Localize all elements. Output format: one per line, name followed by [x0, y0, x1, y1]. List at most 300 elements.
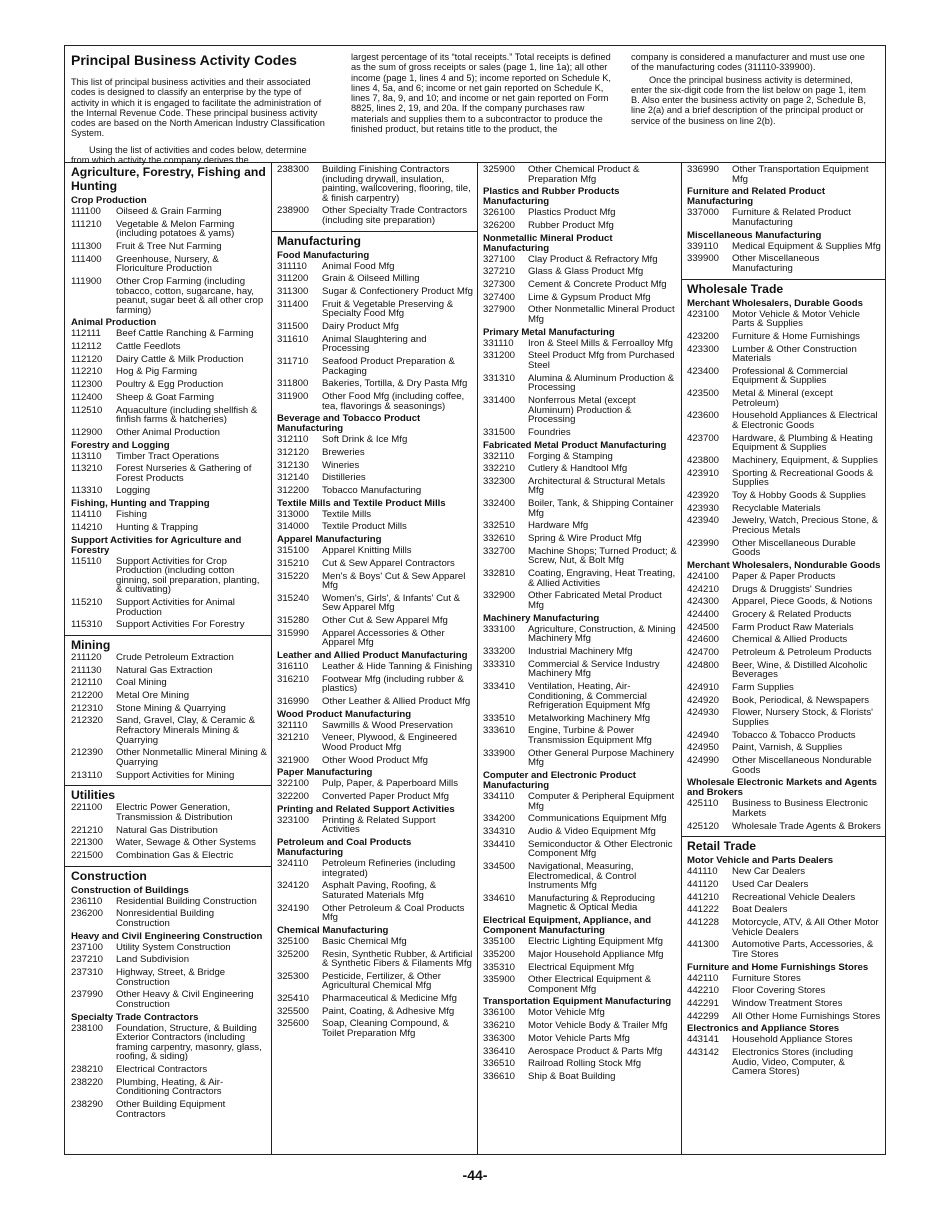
activity-description: Wineries: [322, 459, 360, 471]
activity-code: 442110: [687, 972, 719, 984]
code-row: [483, 840, 677, 859]
activity-code: 333610: [483, 725, 516, 737]
activity-code: 423920: [687, 489, 720, 501]
activity-description: Lime & Gypsum Product Mfg: [528, 291, 651, 303]
section-title: Mining: [71, 637, 111, 652]
activity-code: 236200: [71, 908, 104, 920]
activity-code: 315280: [277, 615, 310, 627]
activity-description: Coal Mining: [116, 677, 167, 689]
activity-description: Sawmills & Wood Preservation: [322, 719, 453, 731]
activity-code: 424300: [687, 596, 720, 608]
code-row: [483, 477, 677, 496]
activity-description: Furniture & Related Product Manufacturing: [732, 207, 851, 228]
activity-code: 211120: [71, 651, 102, 663]
activity-description: Timber Tract Operations: [116, 450, 220, 462]
page-title: Principal Business Activity Codes: [71, 52, 297, 68]
subgroup-heading: Machinery Manufacturing: [483, 612, 600, 624]
code-row: [687, 880, 881, 890]
code-row: [277, 262, 473, 272]
activity-description: Apparel Knitting Mills: [322, 545, 412, 557]
activity-code: 335200: [483, 948, 516, 960]
code-row: [71, 598, 267, 617]
activity-code: 212310: [71, 702, 104, 714]
activity-description: Converted Paper Product Mfg: [322, 791, 449, 803]
activity-description: Electrical Contractors: [116, 1063, 208, 1075]
codes-column-3: [477, 163, 682, 1154]
activity-code: 442291: [687, 997, 720, 1009]
code-row: [687, 743, 881, 753]
activity-description: Coating, Engraving, Heat Treating, & Allied Activities: [528, 568, 676, 589]
code-row: [71, 943, 267, 953]
section-title: Agriculture, Forestry, Fishing and Hunting: [71, 165, 266, 193]
activity-code: 331110: [483, 337, 514, 349]
activity-code: 331200: [483, 350, 516, 362]
activity-code: 332400: [483, 498, 516, 510]
activity-description: Printing & Related Support Activities: [322, 814, 436, 836]
activity-code: 424210: [687, 583, 720, 595]
activity-description: Other Nonmetallic Mineral Mining & Quarrying: [116, 747, 267, 768]
activity-code: 213110: [71, 769, 103, 781]
activity-description: Drugs & Druggists' Sundries: [732, 583, 853, 595]
activity-code: 237990: [71, 989, 104, 1001]
activity-code: 325500: [277, 1005, 310, 1017]
activity-code: 113110: [71, 450, 102, 462]
code-row: [277, 675, 473, 694]
code-row: [71, 1078, 267, 1097]
activity-code: 334410: [483, 838, 516, 850]
code-row: [277, 697, 473, 707]
activity-code: 324110: [277, 858, 309, 869]
activity-code: 212200: [71, 690, 104, 702]
activity-description: Breweries: [322, 447, 365, 458]
activity-description: Motor Vehicle Mfg: [528, 1007, 605, 1019]
code-row: [277, 1007, 473, 1017]
code-row: [687, 367, 881, 386]
activity-description: Cattle Feedlots: [116, 341, 181, 353]
code-row: [71, 380, 267, 390]
activity-description: Dairy Product Mfg: [322, 321, 399, 333]
activity-description: Crude Petroleum Extraction: [116, 651, 234, 663]
activity-code: 112300: [71, 379, 103, 391]
activity-code: 441300: [687, 939, 720, 951]
code-row: [687, 940, 881, 959]
activity-description: Alumina & Aluminum Production & Processing: [528, 372, 675, 394]
code-row: [483, 1008, 677, 1018]
activity-code: 423100: [687, 308, 720, 320]
code-row: [277, 287, 473, 297]
activity-code: 332810: [483, 568, 516, 580]
subgroup-heading: Petroleum and Coal Products Manufacturing: [277, 837, 412, 858]
code-row: [687, 389, 881, 408]
subgroup-heading: Apparel Manufacturing: [277, 534, 382, 546]
activity-code: 441120: [687, 878, 719, 890]
activity-code: 311400: [277, 298, 309, 310]
code-row: [483, 569, 677, 588]
activity-code: 424600: [687, 634, 720, 646]
activity-code: 424920: [687, 694, 720, 706]
activity-code: 312140: [277, 472, 310, 484]
code-row: [483, 591, 677, 610]
activity-code: 441222: [687, 904, 720, 916]
activity-code: 441110: [687, 866, 718, 878]
activity-description: Beer, Wine, & Distilled Alcoholic Beverages: [732, 659, 868, 681]
activity-code: 441210: [687, 891, 720, 903]
activity-description: Hog & Pig Farming: [116, 366, 198, 378]
subgroup-heading: Fabricated Metal Product Manufacturing: [483, 439, 667, 451]
activity-description: Other Cut & Sew Apparel Mfg: [322, 615, 448, 627]
code-row: [277, 335, 473, 354]
activity-description: Computer & Peripheral Equipment Mfg: [528, 791, 675, 812]
code-row: [71, 620, 267, 630]
activity-description: Fishing: [116, 509, 147, 521]
activity-description: Vegetable & Melon Farming (including potatoes & yams): [116, 218, 235, 240]
activity-code: 339900: [687, 253, 720, 265]
activity-code: 325300: [277, 970, 310, 982]
activity-description: Engine, Turbine & Power Transmission Equipment Mfg: [528, 725, 652, 747]
activity-description: Land Subdivision: [116, 954, 190, 966]
section-title: Wholesale Trade: [687, 281, 784, 296]
activity-description: Seafood Product Preparation & Packaging: [322, 356, 455, 377]
activity-code: 316210: [277, 673, 310, 685]
code-row: [277, 379, 473, 389]
intro-paragraph-5: Once the principal business activity is determined, enter the six-digit code from the list below on page 1, item B. Also enter the business activity on page 2, Schedule B, line 2(a) and a brief description of the principal product or service of the business on line 2(b).: [631, 74, 866, 126]
subgroup-heading: Furniture and Related Product Manufacturing: [687, 186, 826, 208]
activity-description: Hunting & Trapping: [116, 521, 199, 533]
activity-code: 423400: [687, 365, 720, 377]
code-row: [277, 756, 473, 766]
code-row: [71, 207, 267, 217]
code-row: [687, 504, 881, 514]
code-row: [687, 1012, 881, 1022]
activity-description: Electric Power Generation, Transmission & Distribution: [116, 802, 233, 823]
code-row: [277, 274, 473, 284]
activity-description: Apparel, Piece Goods, & Notions: [732, 596, 873, 608]
code-row: [687, 469, 881, 488]
code-row: [687, 999, 881, 1009]
activity-description: Motor Vehicle Parts Mfg: [528, 1032, 630, 1044]
code-row: [71, 1024, 267, 1062]
activity-description: Ship & Boat Building: [528, 1070, 616, 1082]
code-row: [71, 329, 267, 339]
section-wholesale-trade: [681, 280, 885, 838]
activity-code: 111400: [71, 253, 102, 265]
subgroup-heading: Heavy and Civil Engineering Construction: [71, 930, 263, 942]
code-row: [277, 392, 473, 411]
activity-description: Other Animal Production: [116, 426, 220, 438]
activity-code: 334500: [483, 860, 516, 872]
subgroup-heading: Food Manufacturing: [277, 249, 370, 261]
code-row: [277, 572, 473, 591]
activity-description: Support Activities for Crop Production (including cotton ginning, soil preparation, planting, & cultivating): [116, 555, 260, 596]
activity-description: Furniture Stores: [732, 972, 801, 984]
code-row: [71, 704, 267, 714]
code-row: [687, 661, 881, 680]
activity-description: Spring & Wire Product Mfg: [528, 533, 642, 545]
code-row: [71, 464, 267, 483]
activity-code: 311800: [277, 378, 309, 390]
activity-code: 311110: [277, 260, 307, 272]
subgroup-heading: Crop Production: [71, 195, 147, 206]
activity-code: 333310: [483, 658, 516, 670]
activity-code: 327300: [483, 279, 516, 291]
code-row: [71, 666, 267, 676]
activity-code: 313000: [277, 508, 310, 520]
activity-code: 334110: [483, 791, 515, 803]
code-row: [687, 731, 881, 741]
subgroup-heading: Electrical Equipment, Appliance, and Component Manufacturing: [483, 915, 652, 937]
activity-code: 339110: [687, 240, 719, 252]
activity-code: 312200: [277, 485, 310, 497]
activity-description: Beef Cattle Ranching & Farming: [116, 328, 254, 340]
activity-code: 337000: [687, 207, 720, 219]
activity-code: 325900: [483, 164, 516, 175]
activity-code: 324190: [277, 902, 310, 914]
activity-description: Iron & Steel Mills & Ferroalloy Mfg: [528, 337, 674, 349]
activity-code: 238220: [71, 1076, 104, 1088]
activity-description: Recreational Vehicle Dealers: [732, 891, 856, 903]
activity-code: 424990: [687, 754, 720, 766]
intro-paragraph-2: Using the list of activities and codes below, determine from which activity the company derives the: [71, 144, 307, 166]
subgroup-heading: Paper Manufacturing: [277, 767, 373, 779]
activity-code: 332210: [483, 463, 516, 475]
code-row: [71, 909, 267, 928]
code-row: [277, 972, 473, 991]
activity-description: Asphalt Paving, Roofing, & Saturated Materials Mfg: [322, 880, 437, 901]
code-row: [483, 428, 677, 438]
activity-description: Distilleries: [322, 472, 366, 484]
code-row: [483, 647, 677, 657]
activity-code: 327900: [483, 304, 516, 316]
activity-description: Tobacco & Tobacco Products: [732, 729, 856, 741]
code-row: [687, 918, 881, 937]
activity-code: 212320: [71, 715, 104, 727]
activity-code: 423200: [687, 330, 720, 342]
activity-description: Other Specialty Trade Contractors (including site preparation): [322, 205, 468, 227]
activity-code: 315100: [277, 545, 310, 557]
activity-code: 442210: [687, 985, 720, 997]
code-row: [687, 310, 881, 329]
activity-code: 331500: [483, 426, 516, 438]
activity-code: 321900: [277, 754, 310, 766]
code-row: [687, 696, 881, 706]
activity-code: 325410: [277, 993, 310, 1005]
activity-description: Forging & Stamping: [528, 450, 613, 462]
activity-code: 333410: [483, 680, 516, 692]
code-row: [277, 165, 473, 203]
activity-code: 325100: [277, 935, 310, 947]
subgroup-heading: Beverage and Tobacco Product Manufacturing: [277, 413, 421, 435]
activity-description: Aerospace Product & Parts Mfg: [528, 1045, 663, 1057]
activity-code: 115310: [71, 619, 103, 631]
activity-description: New Car Dealers: [732, 866, 806, 878]
code-row: [71, 452, 267, 462]
code-row: [687, 905, 881, 915]
code-row: [483, 792, 677, 811]
activity-description: Petroleum Refineries (including integrated): [322, 858, 456, 879]
activity-description: Sheep & Goat Farming: [116, 391, 215, 403]
code-row: [483, 221, 677, 231]
code-row: [71, 691, 267, 701]
activity-description: Motor Vehicle & Motor Vehicle Parts & Supplies: [732, 308, 860, 330]
activity-code: 335900: [483, 974, 516, 986]
activity-description: Petroleum & Petroleum Products: [732, 646, 872, 658]
activity-code: 336410: [483, 1045, 516, 1057]
activity-description: Toy & Hobby Goods & Supplies: [732, 489, 866, 501]
activity-description: Hardware, & Plumbing & Heating Equipment & Supplies: [732, 432, 873, 454]
activity-code: 425110: [687, 798, 719, 810]
activity-code: 237310: [71, 966, 104, 978]
section-manufacturing: [271, 232, 477, 1044]
code-row: [71, 510, 267, 520]
code-row: [483, 937, 677, 947]
activity-code: 423300: [687, 343, 720, 355]
activity-code: 327400: [483, 291, 516, 303]
activity-description: Leather & Hide Tanning & Finishing: [322, 661, 473, 673]
activity-code: 315990: [277, 627, 310, 639]
code-row: [71, 1100, 267, 1119]
code-row: [687, 491, 881, 501]
code-row: [277, 629, 473, 648]
activity-code: 336210: [483, 1020, 516, 1032]
code-row: [687, 610, 881, 620]
activity-description: Railroad Rolling Stock Mfg: [528, 1058, 642, 1070]
code-row: [71, 355, 267, 365]
code-row: [277, 206, 473, 225]
intro-column-2: [351, 52, 613, 140]
code-row: [277, 616, 473, 626]
activity-code: 114210: [71, 521, 103, 533]
code-row: [71, 486, 267, 496]
activity-code: 423940: [687, 515, 720, 527]
code-row: [687, 345, 881, 364]
subgroup-heading: Specialty Trade Contractors: [71, 1011, 199, 1023]
activity-code: 443141: [687, 1034, 720, 1046]
activity-description: Window Treatment Stores: [732, 997, 843, 1009]
subgroup-heading: Primary Metal Manufacturing: [483, 326, 615, 338]
code-row: [71, 771, 267, 781]
code-row: [483, 280, 677, 290]
code-row: [687, 986, 881, 996]
activity-description: Plumbing, Heating, & Air-Conditioning Contractors: [116, 1076, 224, 1098]
activity-code: 332900: [483, 590, 516, 602]
code-row: [483, 255, 677, 265]
activity-code: 332610: [483, 533, 516, 545]
code-row: [71, 220, 267, 239]
intro-paragraph-1: This list of principal business activities and their associated codes is designed to classify an enterprise by the type of activity in which it is engaged to facilitate the administration of the Internal Revenue Code. These principal business activity codes are based on the North American Industry Classification System.: [71, 77, 325, 139]
activity-description: Wholesale Trade Agents & Brokers: [732, 820, 881, 832]
activity-description: Motor Vehicle Body & Trailer Mfg: [528, 1020, 668, 1032]
code-row: [483, 714, 677, 724]
code-row: [483, 975, 677, 994]
activity-description: Major Household Appliance Mfg: [528, 948, 664, 960]
activity-code: 333900: [483, 747, 516, 759]
code-row: [483, 963, 677, 973]
activity-code: 113210: [71, 463, 103, 475]
code-row: [71, 838, 267, 848]
activity-code: 333200: [483, 645, 516, 657]
activity-description: Ventilation, Heating, Air-Conditioning, & Commercial Refrigeration Equipment Mfg: [528, 680, 651, 712]
activity-code: 336300: [483, 1032, 516, 1044]
activity-code: 212390: [71, 747, 104, 759]
code-row: [483, 950, 677, 960]
code-row: [483, 625, 677, 644]
code-row: [71, 1065, 267, 1075]
code-row: [687, 708, 881, 727]
code-row: [277, 662, 473, 672]
activity-description: Cut & Sew Apparel Contractors: [322, 557, 455, 569]
activity-description: Hardware Mfg: [528, 520, 589, 532]
code-row: [483, 339, 677, 349]
code-row: [687, 539, 881, 558]
activity-description: Men's & Boys' Cut & Sew Apparel Mfg: [322, 570, 466, 592]
activity-description: Sugar & Confectionery Product Mfg: [322, 286, 473, 298]
code-row: [277, 448, 473, 458]
code-row: [71, 955, 267, 965]
activity-description: Electric Lighting Equipment Mfg: [528, 936, 663, 948]
activity-description: Bakeries, Tortilla, & Dry Pasta Mfg: [322, 378, 468, 390]
activity-description: Other Miscellaneous Manufacturing: [732, 253, 820, 274]
code-row: [71, 968, 267, 987]
activity-description: Boat Dealers: [732, 904, 788, 916]
code-row: [277, 510, 473, 520]
activity-code: 311610: [277, 333, 309, 345]
activity-code: 311500: [277, 321, 309, 333]
activity-description: Pesticide, Fertilizer, & Other Agricultural Chemical Mfg: [322, 970, 441, 992]
subgroup-heading: Textile Mills and Textile Product Mills: [277, 497, 446, 509]
activity-code: 326200: [483, 219, 516, 231]
activity-code: 221100: [71, 802, 103, 814]
activity-description: Communications Equipment Mfg: [528, 813, 667, 825]
code-row: [71, 803, 267, 822]
code-row: [71, 653, 267, 663]
subgroup-heading: Furniture and Home Furnishings Stores: [687, 961, 869, 973]
activity-code: 316990: [277, 696, 310, 707]
activity-description: Other Wood Product Mfg: [322, 754, 428, 766]
activity-description: Cutlery & Handtool Mfg: [528, 463, 628, 475]
subgroup-heading: Merchant Wholesalers, Nondurable Goods: [687, 559, 881, 571]
activity-description: Oilseed & Grain Farming: [116, 206, 222, 217]
activity-description: Book, Periodical, & Newspapers: [732, 694, 870, 706]
subgroup-heading: Merchant Wholesalers, Durable Goods: [687, 297, 863, 309]
activity-description: Resin, Synthetic Rubber, & Artificial & Synthetic Fibers & Filaments Mfg: [322, 948, 473, 970]
activity-code: 423800: [687, 454, 720, 466]
code-row: [483, 1021, 677, 1031]
code-row: [71, 342, 267, 352]
activity-description: Highway, Street, & Bridge Construction: [116, 966, 226, 988]
activity-code: 423990: [687, 537, 720, 549]
intro-column-1: [71, 51, 325, 171]
code-row: [277, 721, 473, 731]
activity-code: 331400: [483, 394, 516, 406]
activity-code: 423930: [687, 502, 720, 514]
activity-code: 315210: [277, 557, 310, 569]
activity-description: Rubber Product Mfg: [528, 219, 614, 231]
activity-description: Audio & Video Equipment Mfg: [528, 826, 656, 837]
activity-description: Machine Shops; Turned Product; & Screw, Nut, & Bolt Mfg: [528, 545, 677, 567]
code-row: [483, 267, 677, 277]
activity-code: 112111: [71, 328, 101, 340]
code-row: [277, 881, 473, 900]
code-row: [687, 597, 881, 607]
activity-description: Other Miscellaneous Nondurable Goods: [732, 754, 872, 776]
activity-description: Other Building Equipment Contractors: [116, 1098, 226, 1120]
activity-code: 424910: [687, 681, 720, 693]
code-row: [71, 428, 267, 438]
activity-code: 333100: [483, 623, 516, 635]
activity-description: Paint, Varnish, & Supplies: [732, 742, 843, 754]
activity-description: Soft Drink & Ice Mfg: [322, 434, 408, 446]
activity-description: Other Crop Farming (including tobacco, cotton, sugarcane, hay, peanut, sugar beet & all other crop farming): [116, 275, 264, 316]
